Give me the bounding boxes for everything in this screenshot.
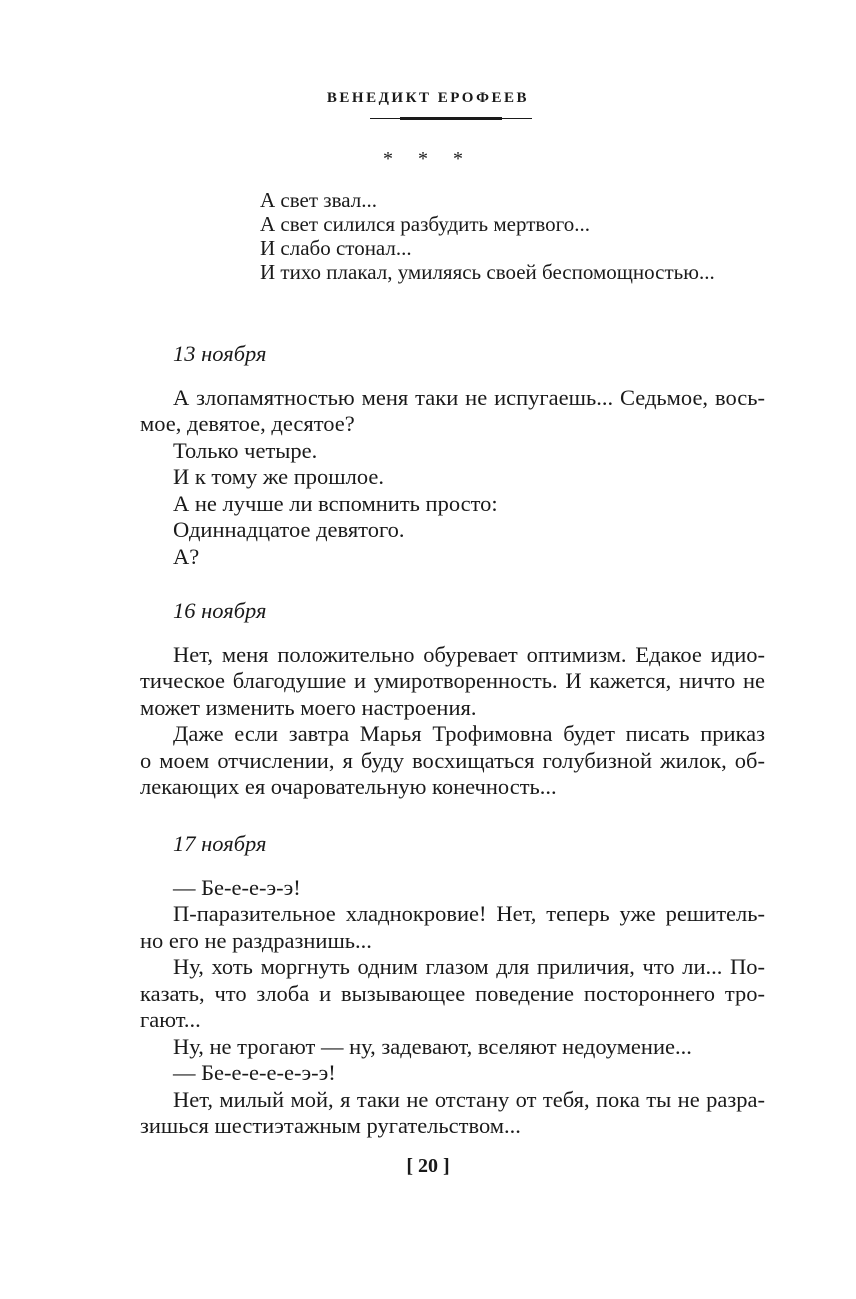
entry-date: 13 ноября (173, 341, 267, 366)
text-line: лекающих ея очаровательную конечность... (140, 774, 557, 799)
text-line: Ну, хоть моргнуть одним глазом для приличия, что ли... По- (173, 954, 765, 979)
text-line: Только четыре. (173, 437, 318, 463)
poem-line: А свет звал... (260, 188, 377, 212)
text-line: тическое благодушие и умиротворенность. И кажется, ничто не (140, 668, 765, 693)
text-line: но его не раздразнишь... (140, 927, 372, 953)
text-line: о моем отчислении, я буду восхищаться голубизной жилок, об- (140, 747, 765, 773)
text-line: мое, девятое, десятое? (140, 411, 355, 436)
entry-date: 16 ноября (173, 598, 267, 623)
text-line: И к тому же прошлое. (173, 464, 384, 489)
poem-line: И тихо плакал, умиляясь своей беспомощностью... (260, 260, 715, 284)
running-head-rule-thick (400, 117, 502, 120)
text-line: Ну, не трогают — ну, задевают, вселяют недоумение... (173, 1033, 692, 1059)
text-line: А? (173, 543, 200, 569)
text-line: Даже если завтра Марья Трофимовна будет писать приказ (173, 721, 765, 746)
entry-date: 17 ноября (173, 831, 267, 856)
text-line: — Бе-е-е-е-е-э-э! (173, 1060, 336, 1085)
asterism: * * * (383, 148, 473, 170)
page-number: [ 20 ] (406, 1155, 450, 1177)
text-line: — Бе-е-е-э-э! (173, 874, 301, 900)
diary-entry-13-november (140, 341, 765, 570)
text-line: казать, что злоба и вызывающее поведение постороннего тро- (140, 980, 765, 1006)
text-line: А злопамятностью меня таки не испугаешь... Седьмое, вось- (173, 384, 765, 410)
text-line: П-паразительное хладнокровие! Нет, теперь уже решитель- (173, 901, 765, 926)
diary-entry-17-november (140, 831, 765, 1140)
text-line: А не лучше ли вспомнить просто: (173, 490, 498, 516)
text-line: Нет, меня положительно обуревает оптимизм. Едакое идио- (173, 641, 765, 667)
text-line: гают... (140, 1007, 201, 1032)
text-line: Нет, милый мой, я таки не отстану от тебя, пока ты не разра- (173, 1086, 765, 1112)
text-line: Одиннадцатое девятого. (173, 517, 405, 542)
poem-line: И слабо стонал... (260, 236, 412, 260)
diary-entry-16-november (140, 598, 765, 801)
text-line: может изменить моего настроения. (140, 694, 477, 720)
poem-line: А свет силился разбудить мертвого... (260, 212, 590, 236)
running-head: ВЕНЕДИКТ ЕРОФЕЕВ (326, 90, 530, 106)
poem (260, 188, 820, 284)
text-line: зишься шестиэтажным ругательством... (140, 1113, 521, 1138)
